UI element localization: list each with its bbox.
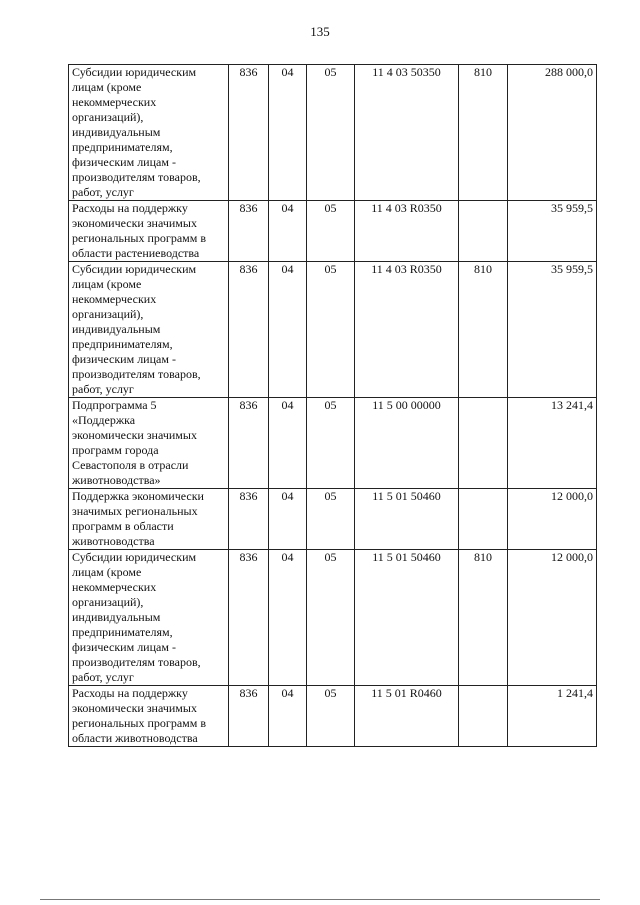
item-name-line: индивидуальным <box>72 610 161 624</box>
item-name-line: физическим лицам - <box>72 640 176 654</box>
item-name-line: региональных программ в <box>72 231 206 245</box>
item-name-line: животноводства» <box>72 473 161 487</box>
item-name-line: индивидуальным <box>72 322 161 336</box>
item-name-line: значимых региональных <box>72 504 198 518</box>
cell-expense-type <box>459 686 508 747</box>
cell-section: 04 <box>269 489 307 550</box>
table-row <box>69 398 597 489</box>
cell-subsection: 05 <box>307 201 355 262</box>
cell-subsection: 05 <box>307 262 355 398</box>
item-name-line: Севастополя в отрасли <box>72 458 189 472</box>
item-name-line: работ, услуг <box>72 670 134 684</box>
cell-target-article: 11 4 03 R0350 <box>355 201 459 262</box>
table-row <box>69 65 597 201</box>
item-name-line: животноводства <box>72 534 155 548</box>
item-name-line: Подпрограмма 5 <box>72 398 157 412</box>
item-name-line: региональных программ в <box>72 716 206 730</box>
cell-item-name <box>69 398 229 489</box>
cell-amount: 12 000,0 <box>508 550 597 686</box>
cell-item-name <box>69 201 229 262</box>
cell-admin-code: 836 <box>229 686 269 747</box>
cell-amount: 288 000,0 <box>508 65 597 201</box>
cell-item-name <box>69 489 229 550</box>
item-name-line: работ, услуг <box>72 382 134 396</box>
item-name-line: производителям товаров, <box>72 170 201 184</box>
item-name-line: программ в области <box>72 519 174 533</box>
item-name-line: предпринимателям, <box>72 625 173 639</box>
cell-expense-type <box>459 398 508 489</box>
cell-target-article: 11 4 03 R0350 <box>355 262 459 398</box>
cell-target-article: 11 5 01 50460 <box>355 550 459 686</box>
scan-bottom-edge <box>40 899 600 900</box>
item-name-line: физическим лицам - <box>72 155 176 169</box>
item-name-line: производителям товаров, <box>72 655 201 669</box>
table-row <box>69 262 597 398</box>
table-row <box>69 489 597 550</box>
cell-item-name <box>69 65 229 201</box>
item-name-line: области растениеводства <box>72 246 200 260</box>
item-name-line: некоммерческих <box>72 580 157 594</box>
item-name-line: Расходы на поддержку <box>72 201 188 215</box>
budget-table-body <box>69 65 597 747</box>
item-name-line: экономически значимых <box>72 701 197 715</box>
item-name-line: лицам (кроме <box>72 80 142 94</box>
item-name-line: Субсидии юридическим <box>72 262 197 276</box>
item-name-line: области животноводства <box>72 731 198 745</box>
cell-target-article: 11 5 01 R0460 <box>355 686 459 747</box>
item-name-line: индивидуальным <box>72 125 161 139</box>
cell-admin-code: 836 <box>229 398 269 489</box>
cell-item-name <box>69 550 229 686</box>
cell-subsection: 05 <box>307 489 355 550</box>
item-name-line: предпринимателям, <box>72 140 173 154</box>
cell-subsection: 05 <box>307 686 355 747</box>
cell-target-article: 11 4 03 50350 <box>355 65 459 201</box>
item-name-line: Расходы на поддержку <box>72 686 188 700</box>
item-name-line: физическим лицам - <box>72 352 176 366</box>
cell-section: 04 <box>269 65 307 201</box>
cell-section: 04 <box>269 398 307 489</box>
cell-subsection: 05 <box>307 65 355 201</box>
cell-item-name <box>69 686 229 747</box>
cell-expense-type: 810 <box>459 262 508 398</box>
item-name-line: организаций), <box>72 595 144 609</box>
item-name-line: некоммерческих <box>72 95 157 109</box>
item-name-line: производителям товаров, <box>72 367 201 381</box>
item-name-line: лицам (кроме <box>72 277 142 291</box>
item-name-line: Субсидии юридическим <box>72 65 197 79</box>
cell-target-article: 11 5 01 50460 <box>355 489 459 550</box>
item-name-line: экономически значимых <box>72 216 197 230</box>
cell-subsection: 05 <box>307 550 355 686</box>
cell-admin-code: 836 <box>229 201 269 262</box>
cell-expense-type: 810 <box>459 65 508 201</box>
item-name-line: Субсидии юридическим <box>72 550 197 564</box>
cell-section: 04 <box>269 201 307 262</box>
cell-admin-code: 836 <box>229 262 269 398</box>
item-name-line: «Поддержка <box>72 413 136 427</box>
table-row <box>69 550 597 686</box>
item-name-line: организаций), <box>72 307 144 321</box>
cell-item-name <box>69 262 229 398</box>
item-name-line: организаций), <box>72 110 144 124</box>
cell-subsection: 05 <box>307 398 355 489</box>
cell-expense-type <box>459 489 508 550</box>
cell-amount: 12 000,0 <box>508 489 597 550</box>
cell-admin-code: 836 <box>229 550 269 686</box>
table-row <box>69 201 597 262</box>
cell-amount: 35 959,5 <box>508 201 597 262</box>
item-name-line: предпринимателям, <box>72 337 173 351</box>
budget-table <box>68 64 597 747</box>
table-row <box>69 686 597 747</box>
cell-amount: 1 241,4 <box>508 686 597 747</box>
cell-section: 04 <box>269 550 307 686</box>
cell-amount: 35 959,5 <box>508 262 597 398</box>
cell-section: 04 <box>269 262 307 398</box>
cell-expense-type <box>459 201 508 262</box>
item-name-line: лицам (кроме <box>72 565 142 579</box>
item-name-line: работ, услуг <box>72 185 134 199</box>
cell-target-article: 11 5 00 00000 <box>355 398 459 489</box>
item-name-line: программ города <box>72 443 159 457</box>
cell-section: 04 <box>269 686 307 747</box>
item-name-line: Поддержка экономически <box>72 489 204 503</box>
item-name-line: некоммерческих <box>72 292 157 306</box>
cell-admin-code: 836 <box>229 65 269 201</box>
cell-admin-code: 836 <box>229 489 269 550</box>
cell-amount: 13 241,4 <box>508 398 597 489</box>
cell-expense-type: 810 <box>459 550 508 686</box>
item-name-line: экономически значимых <box>72 428 197 442</box>
page-number: 135 <box>310 24 330 39</box>
